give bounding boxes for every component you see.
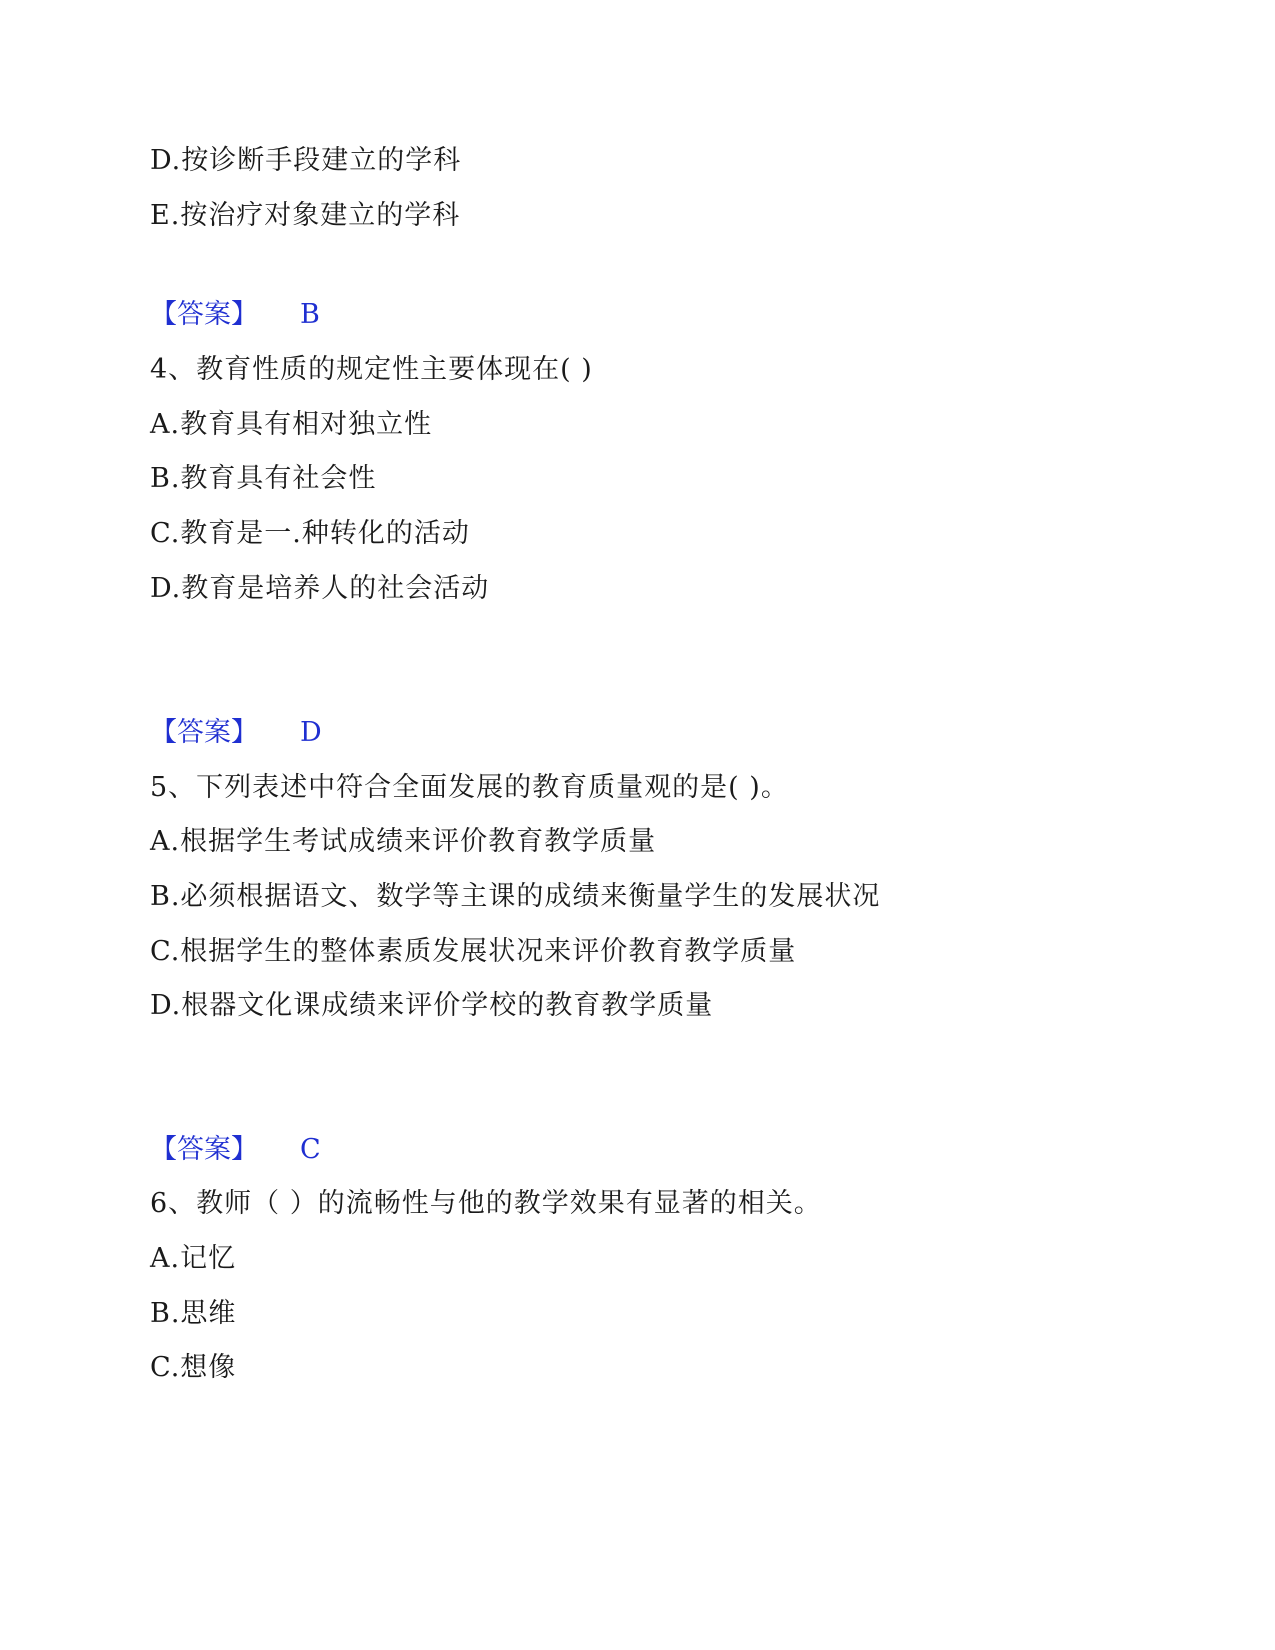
answer-line (150, 1133, 321, 1167)
question-5-option-d: D.根器文化课成绩来评价学校的教育教学质量 (150, 990, 714, 1021)
answer-value: B (300, 299, 320, 330)
question-4-option-c: C.教育是一.种转化的活动 (150, 518, 470, 549)
answer-value: D (300, 717, 322, 748)
question-6-option-a: A.记忆 (150, 1243, 237, 1274)
answer-label: 【答案】 (150, 1134, 258, 1165)
question-5-option-a: A.根据学生考试成绩来评价教育教学质量 (150, 826, 657, 857)
question-4-option-a: A.教育具有相对独立性 (150, 409, 433, 440)
answer-value: C (300, 1134, 321, 1165)
answer-label: 【答案】 (150, 717, 258, 748)
question-4-option-d: D.教育是培养人的社会活动 (150, 573, 490, 604)
question-4-stem: 4、教育性质的规定性主要体现在( ) (150, 354, 593, 385)
question-5-option-b: B.必须根据语文、数学等主课的成绩来衡量学生的发展状况 (150, 881, 881, 912)
answer-label: 【答案】 (150, 299, 258, 330)
question-6-stem: 6、教师（ ）的流畅性与他的教学效果有显著的相关。 (150, 1188, 822, 1219)
answer-line (150, 716, 322, 750)
question-6-option-b: B.思维 (150, 1298, 237, 1329)
option-e-prev: E.按治疗对象建立的学科 (150, 200, 461, 231)
question-4-option-b: B.教育具有社会性 (150, 463, 377, 494)
answer-line (150, 298, 320, 332)
question-6-option-c: C.想像 (150, 1352, 237, 1383)
option-d-prev: D.按诊断手段建立的学科 (150, 145, 462, 176)
question-5-option-c: C.根据学生的整体素质发展状况来评价教育教学质量 (150, 936, 797, 967)
question-5-stem: 5、下列表述中符合全面发展的教育质量观的是( )。 (150, 772, 789, 803)
